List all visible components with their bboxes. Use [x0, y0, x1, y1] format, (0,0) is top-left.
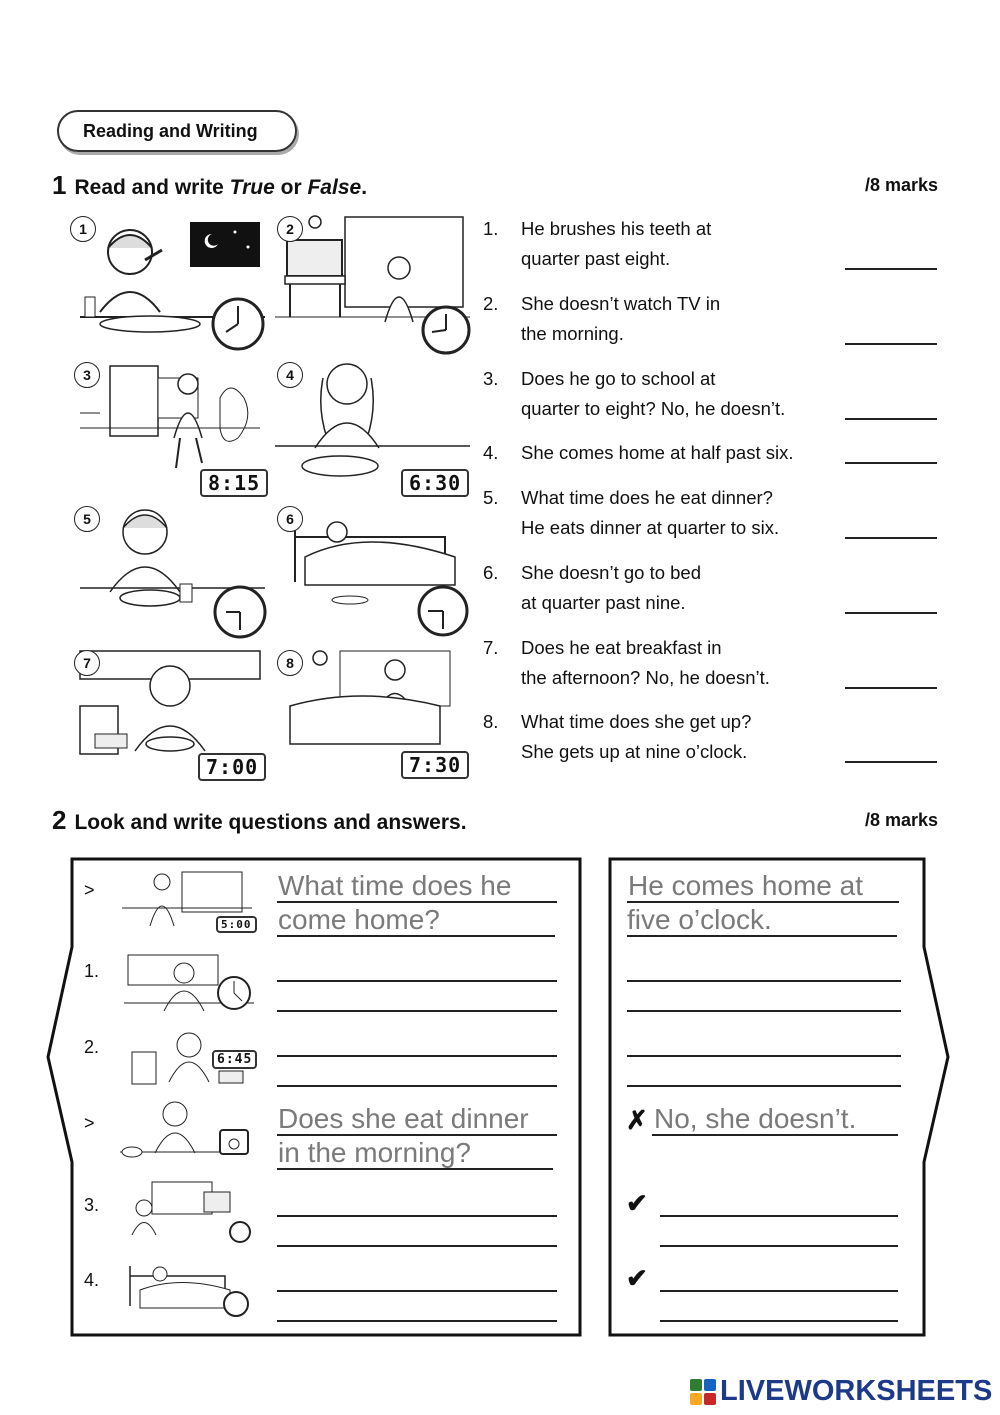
example-answer-line-2: five o’clock. [627, 904, 772, 935]
statement-line: He brushes his teeth at [521, 218, 712, 239]
example-question-line-2: come home? [278, 904, 440, 935]
picture-number: 5 [74, 506, 100, 532]
row-thumb-3 [122, 1180, 254, 1248]
example-question-line-1: What time does he [278, 870, 512, 901]
section-tag: Reading and Writing [57, 110, 297, 152]
example-question-line-1: Does she eat dinner [278, 1103, 529, 1134]
digital-clock: 6:45 [212, 1050, 257, 1069]
row-label: > [84, 880, 95, 900]
digital-clock: 7:30 [401, 751, 469, 779]
answer-input-line[interactable] [627, 1055, 901, 1057]
statement-line: the afternoon? No, he doesn’t. [521, 667, 770, 688]
statement-number: 3. [483, 368, 499, 389]
exercise-1-marks: /8 marks [864, 175, 938, 195]
picture-number: 7 [74, 650, 100, 676]
row-label: 1. [84, 961, 100, 981]
example-question-line-2: in the morning? [278, 1137, 472, 1168]
row-label: 4. [84, 1270, 100, 1290]
statement-line: She doesn’t go to bed [521, 562, 702, 583]
answer-input-line[interactable] [660, 1290, 898, 1292]
exercise-2-title [52, 805, 467, 836]
picture-number: 2 [277, 216, 303, 242]
answer-input-line[interactable] [627, 1085, 901, 1087]
statement-line: What time does he eat dinner? [521, 487, 773, 508]
exercise-1-instruction: Read and write True or False. [74, 176, 368, 199]
exercise-2-number: 2 [52, 805, 67, 835]
liveworksheets-logo-icon [690, 1379, 716, 1405]
answer-line [652, 1134, 898, 1136]
row-thumb-4 [120, 1256, 252, 1324]
statement-number: 4. [483, 442, 499, 463]
question-input-line[interactable] [277, 1245, 557, 1247]
statement-number: 7. [483, 637, 499, 658]
picture-4 [275, 358, 470, 498]
question-input-line[interactable] [277, 980, 557, 982]
statement-number: 2. [483, 293, 499, 314]
answer-blank-4[interactable] [845, 462, 937, 464]
question-line [277, 935, 555, 937]
statement-number: 5. [483, 487, 499, 508]
analog-clock-icon [420, 304, 472, 356]
question-line [277, 1134, 557, 1136]
analog-clock-icon [212, 584, 268, 640]
answer-input-line[interactable] [660, 1245, 898, 1247]
statement-number: 1. [483, 218, 499, 239]
picture-7 [70, 646, 265, 786]
row-thumb-1 [124, 951, 254, 1021]
statement-line: quarter past eight. [521, 248, 671, 269]
digital-clock: 5:00 [216, 916, 257, 933]
exercise-1-number: 1 [52, 170, 67, 200]
answer-blank-2[interactable] [845, 343, 937, 345]
answer-input-line[interactable] [660, 1320, 898, 1322]
liveworksheets-logo[interactable] [690, 1375, 992, 1408]
exercise-2-marks: /8 marks [864, 810, 938, 830]
check-mark-icon: ✔ [626, 1263, 648, 1293]
picture-number: 3 [74, 362, 100, 388]
picture-5 [70, 502, 265, 642]
answer-blank-3[interactable] [845, 418, 937, 420]
analog-clock-icon [210, 296, 266, 352]
question-input-line[interactable] [277, 1085, 557, 1087]
statement-line: What time does she get up? [521, 711, 752, 732]
answer-input-line[interactable] [627, 980, 901, 982]
statement-line: quarter to eight? No, he doesn’t. [521, 398, 786, 419]
question-line [277, 901, 557, 903]
statement-line: Does he go to school at [521, 368, 716, 389]
check-mark-icon: ✔ [626, 1188, 648, 1218]
answer-blank-5[interactable] [845, 537, 937, 539]
answer-line [627, 935, 897, 937]
answer-blank-8[interactable] [845, 761, 937, 763]
digital-clock: 7:00 [198, 753, 266, 781]
picture-8 [275, 646, 470, 786]
statement-line: She gets up at nine o’clock. [521, 741, 748, 762]
picture-2 [275, 212, 470, 347]
question-input-line[interactable] [277, 1290, 557, 1292]
statement-line: He eats dinner at quarter to six. [521, 517, 780, 538]
picture-1 [70, 212, 265, 347]
question-input-line[interactable] [277, 1215, 557, 1217]
answer-blank-1[interactable] [845, 268, 937, 270]
liveworksheets-logo-text: LIVEWORKSHEETS [720, 1375, 993, 1407]
exercise-2-instruction: Look and write questions and answers. [74, 811, 467, 834]
picture-number: 4 [277, 362, 303, 388]
answer-line [627, 901, 899, 903]
cross-mark-icon: ✗ [626, 1105, 648, 1135]
question-input-line[interactable] [277, 1320, 557, 1322]
exercise-1-title [52, 170, 367, 201]
statement-line: the morning. [521, 323, 624, 344]
question-line [277, 1168, 553, 1170]
answer-input-line[interactable] [660, 1215, 898, 1217]
picture-3 [70, 358, 265, 498]
statement-line: at quarter past nine. [521, 592, 686, 613]
answer-blank-7[interactable] [845, 687, 937, 689]
example-answer: No, she doesn’t. [654, 1103, 857, 1134]
row-label: 2. [84, 1037, 100, 1057]
answer-input-line[interactable] [627, 1010, 901, 1012]
statement-number: 8. [483, 711, 499, 732]
analog-clock-icon [416, 584, 470, 638]
row-label: > [84, 1113, 95, 1133]
question-input-line[interactable] [277, 1055, 557, 1057]
answer-blank-6[interactable] [845, 612, 937, 614]
row-thumb-example-2 [120, 1098, 252, 1168]
picture-number: 6 [277, 506, 303, 532]
picture-number: 1 [70, 216, 96, 242]
statement-number: 6. [483, 562, 499, 583]
statement-line: She doesn’t watch TV in [521, 293, 721, 314]
picture-number: 8 [277, 650, 303, 676]
picture-6 [275, 502, 470, 642]
statement-line: Does he eat breakfast in [521, 637, 722, 658]
row-label: 3. [84, 1195, 100, 1215]
statement-line: She comes home at half past six. [521, 442, 794, 463]
digital-clock: 6:30 [401, 469, 469, 497]
digital-clock: 8:15 [200, 469, 268, 497]
question-input-line[interactable] [277, 1010, 557, 1012]
example-answer-line-1: He comes home at [628, 870, 863, 901]
